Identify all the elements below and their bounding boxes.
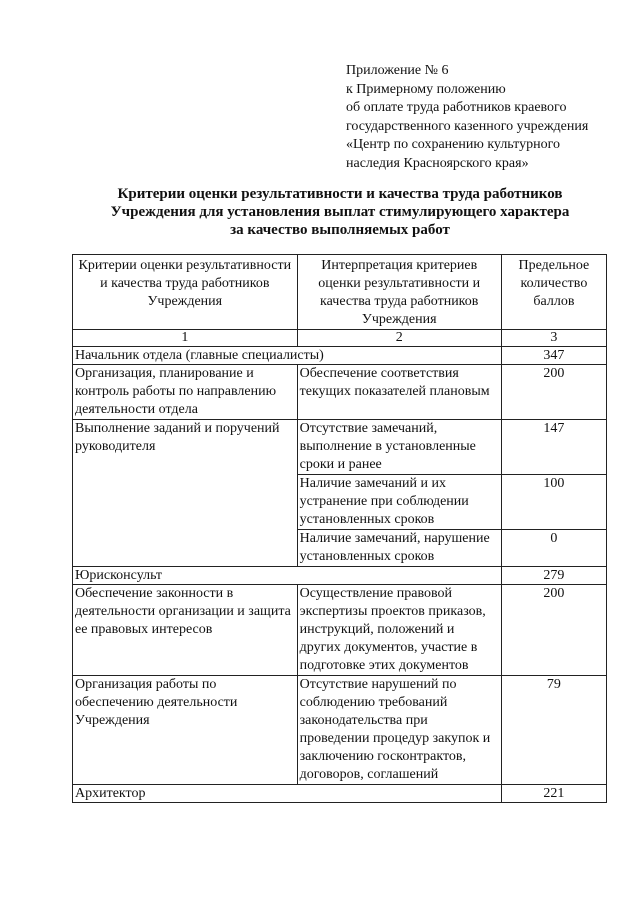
criterion-points: 147: [501, 420, 606, 475]
section-title: Юрисконсульт: [73, 567, 502, 585]
header-max-points: Предельное количество баллов: [501, 255, 606, 330]
criterion-interpretation: Осуществление правовой экспертизы проектов приказов, инструкций, положений и других документов, участие в подготовке этих документов: [297, 585, 501, 676]
section-title: Начальник отдела (главные специалисты): [73, 347, 502, 365]
section-row: [73, 347, 607, 365]
criterion-interpretation: Наличие замечаний, нарушение установленных сроков: [297, 530, 501, 567]
criterion-interpretation: Отсутствие нарушений по соблюдению требований законодательства при проведении процедур закупок и заключению госконтрактов, договоров, соглашений: [297, 676, 501, 785]
table-row: [73, 676, 607, 785]
section-title: Архитектор: [73, 785, 502, 803]
criterion-name: Обеспечение законности в деятельности организации и защита ее правовых интересов: [73, 585, 298, 676]
appendix-line: к Примерному положению: [346, 81, 506, 97]
table-row: [73, 365, 607, 420]
appendix-line: об оплате труда работников краевого: [346, 100, 567, 115]
column-index: 1: [73, 330, 298, 347]
criterion-points: 200: [501, 365, 606, 420]
criterion-name: Организация, планирование и контроль работы по направлению деятельности отдела: [73, 365, 298, 420]
appendix-line: «Центр по сохранению культурного: [346, 137, 560, 152]
criterion-points: 100: [501, 475, 606, 530]
title-line: Учреждения для установления выплат стимулирующего характера: [110, 204, 570, 220]
title-line: Критерии оценки результативности и качества труда работников: [117, 186, 563, 202]
table-header-row: [73, 255, 607, 330]
column-index: 2: [297, 330, 501, 347]
section-total: 221: [501, 785, 606, 803]
section-row: [73, 785, 607, 803]
criteria-table: [72, 254, 607, 803]
criterion-name: Выполнение заданий и поручений руководителя: [73, 420, 298, 567]
table-row: [73, 585, 607, 676]
appendix-line: государственного казенного учреждения: [346, 118, 589, 134]
criterion-name: Организация работы по обеспечению деятельности Учреждения: [73, 676, 298, 785]
column-index: 3: [501, 330, 606, 347]
appendix-line: Приложение № 6: [346, 63, 449, 78]
section-total: 347: [501, 347, 606, 365]
criterion-points: 79: [501, 676, 606, 785]
table-row: [73, 420, 607, 475]
criterion-points: 0: [501, 530, 606, 567]
criterion-interpretation: Отсутствие замечаний, выполнение в установленные сроки и ранее: [297, 420, 501, 475]
header-interpretation: Интерпретация критериев оценки результативности и качества труда работников Учреждения: [297, 255, 501, 330]
criterion-points: 200: [501, 585, 606, 676]
header-criteria: Критерии оценки результативности и качества труда работников Учреждения: [73, 255, 298, 330]
title-line: за качество выполняемых работ: [230, 222, 450, 238]
criterion-interpretation: Наличие замечаний и их устранение при соблюдении установленных сроков: [297, 475, 501, 530]
appendix-line: наследия Красноярского края»: [346, 155, 529, 171]
section-total: 279: [501, 567, 606, 585]
column-index-row: [73, 330, 607, 347]
appendix-note: [346, 62, 626, 173]
section-row: [73, 567, 607, 585]
criterion-interpretation: Обеспечение соответствия текущих показателей плановым: [297, 365, 501, 420]
document-title: [70, 185, 610, 239]
